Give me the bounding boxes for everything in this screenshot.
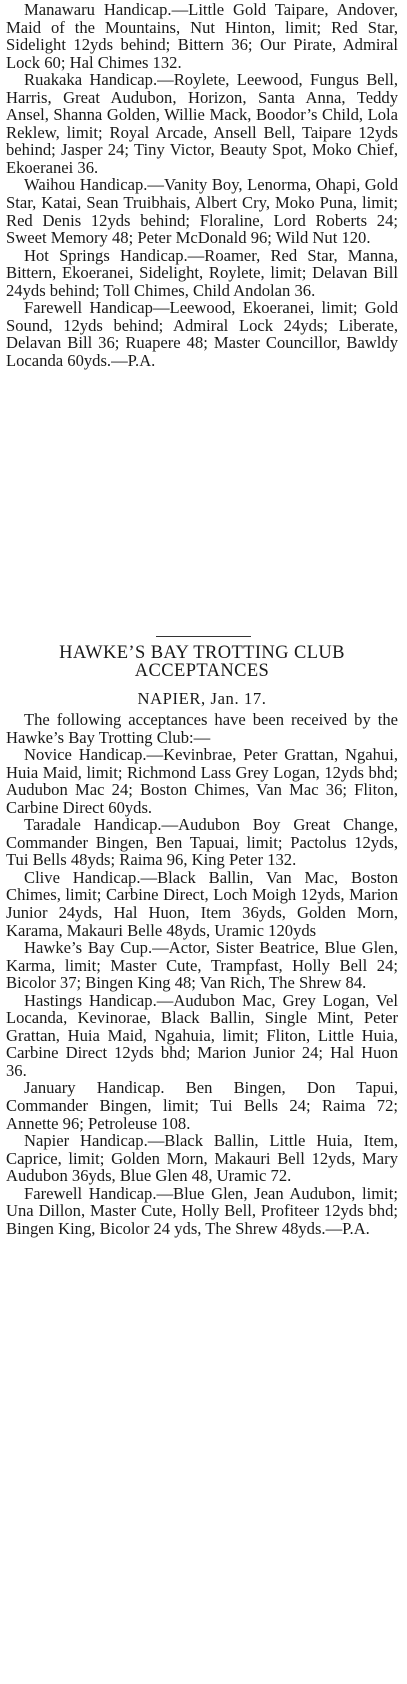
article-dateline: NAPIER, Jan. 17. xyxy=(137,689,267,708)
manawaru-handicap-paragraph: Manawaru Handicap.—Little Gold Taipare, Andover, Maid of the Mountains, Nut Hinton, limit; Red Star, Sidelight 12yds behind; Bittern 36; Our Pirate, Admiral Lock 60; Hal Chimes 132. xyxy=(6,0,398,72)
hastings-handicap-paragraph: Hastings Handicap.—Audubon Mac, Grey Logan, Vel Locanda, Kevinorae, Black Ballin, Single Mint, Peter Grattan, Huia Maid, Ngahuia, limit; Fliton, Little Huia, Carbine Direct 12yds bhd; Marion Junior 24; Hal Huon 36. xyxy=(6,990,398,1080)
otorohanga-acceptances-section xyxy=(6,1,398,369)
article-headline xyxy=(6,644,398,680)
waihou-handicap-paragraph: Waihou Handicap.—Vanity Boy, Lenorma, Ohapi, Gold Star, Katai, Sean Truibhais, Albert Cry, Moko Puna, limit; Red Denis 12yds behind; Floraline, Lord Roberts 24; Sweet Memory 48; Peter McDonald 96; Wild Nut 120. xyxy=(6,175,398,248)
napier-handicap-paragraph: Napier Handicap.—Black Ballin, Little Huia, Item, Caprice, limit; Golden Morn, Makauri Bell 12yds, Mary Audubon 36yds, Blue Glen 48, Uramic 72. xyxy=(6,1131,398,1186)
clive-handicap-paragraph: Clive Handicap.—Black Ballin, Van Mac, Boston Chimes, limit; Carbine Direct, Loch Moigh 12yds, Marion Junior 24yds, Hal Huon, Item 36yds, Golden Morn, Karama, Makauri Belle 48yds, Uramic 120yds xyxy=(6,867,398,940)
farewell-handicap-paragraph-2: Farewell Handicap.—Blue Glen, Jean Audubon, limit; Una Dillon, Master Cute, Holly Bell, Profiteer 12yds bhd; Bingen King, Bicolor 24 yds, The Shrew 48yds.—P.A. xyxy=(6,1183,398,1238)
headline-line-2: ACCEPTANCES xyxy=(134,661,270,681)
taradale-handicap-paragraph: Taradale Handicap.—Audubon Boy Great Change, Commander Bingen, Ben Tapuai, limit; Pactolus 12yds, Tui Bells 48yds; Raima 96, King Peter 132. xyxy=(6,815,398,870)
hawkes-bay-acceptances-section xyxy=(6,711,398,1237)
intro-paragraph: The following acceptances have been received by the Hawke’s Bay Trotting Club:— xyxy=(6,710,398,747)
hot-springs-handicap-paragraph: Hot Springs Handicap.—Roamer, Red Star, Manna, Bittern, Ekoeranei, Sidelight, Roylete, limit; Delavan Bill 24yds behind; Toll Chimes, Child Andolan 36. xyxy=(6,245,398,300)
hawkes-bay-cup-paragraph: Hawke’s Bay Cup.—Actor, Sister Beatrice, Blue Glen, Karma, limit; Master Cute, Trampfast, Holly Bell 24; Bicolor 37; Bingen King 48; Van Rich, The Shrew 84. xyxy=(6,938,398,993)
headline-line-1: HAWKE’S BAY TROTTING CLUB xyxy=(59,643,345,663)
section-divider-rule xyxy=(156,636,251,637)
novice-handicap-paragraph: Novice Handicap.—Kevinbrae, Peter Grattan, Ngahui, Huia Maid, limit; Richmond Lass Grey Logan, 12yds bhd; Audubon Mac 24; Boston Chimes, Van Mac 36; Fliton, Carbine Direct 60yds. xyxy=(6,745,398,817)
ruakaka-handicap-paragraph: Ruakaka Handicap.—Roylete, Leewood, Fungus Bell, Harris, Great Audubon, Horizon, Santa Anna, Teddy Ansel, Shanna Golden, Willie Mack, Boodor’s Child, Lola Reklew, limit; Royal Arcade, Ansell Bell, Taipare 12yds behind; Jasper 24; Tiny Victor, Beauty Spot, Moko Chief, Ekoeranei 36. xyxy=(6,70,398,177)
farewell-handicap-paragraph: Farewell Handicap—Leewood, Ekoeranei, limit; Gold Sound, 12yds behind; Admiral Lock 24yds; Liberate, Delavan Bill 36; Ruapere 48; Master Councillor, Bawldy Locanda 60yds.—P.A. xyxy=(6,298,398,370)
january-handicap-paragraph: January Handicap. Ben Bingen, Don Tapui, Commander Bingen, limit; Tui Bells 24; Raima 72; Annette 96; Petroleuse 108. xyxy=(6,1078,398,1133)
